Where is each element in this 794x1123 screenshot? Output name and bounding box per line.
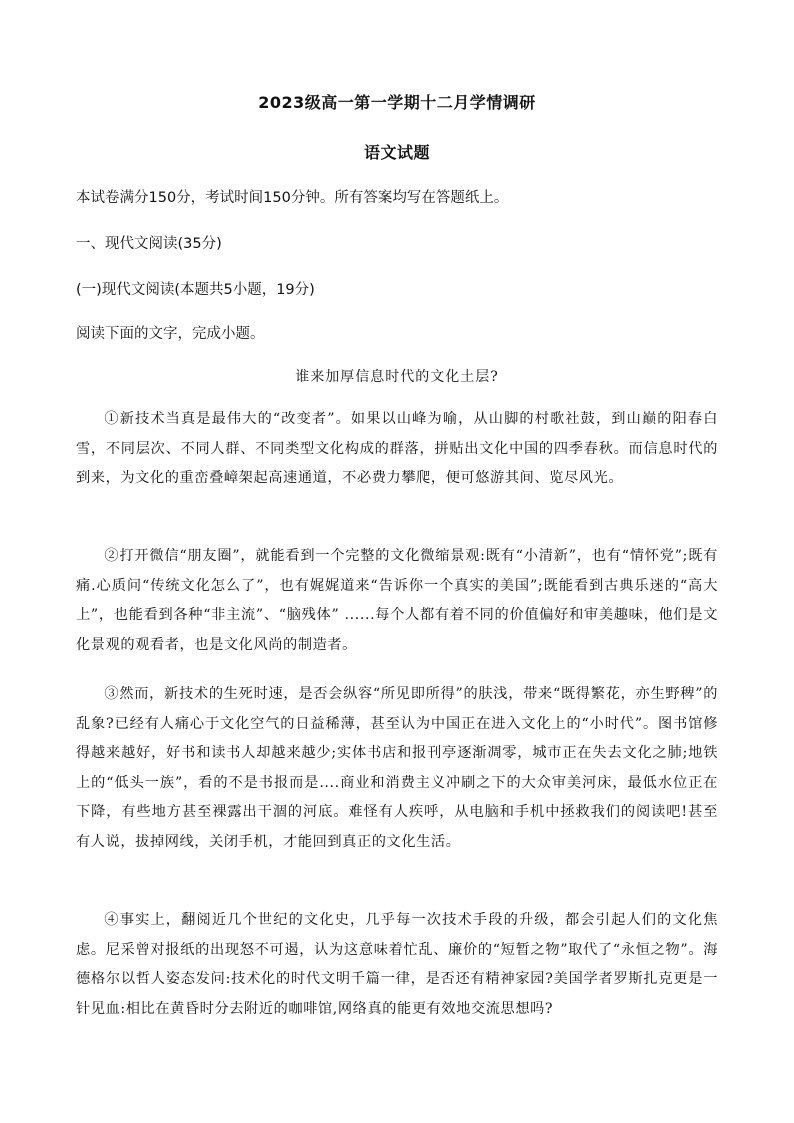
article-paragraph-2: ②打开微信“朋友圈”，就能看到一个完整的文化微缩景观:既有“小清新”，也有“情怀党”;既有痛.心质问“传统文化怎么了”，也有娓娓道来“告诉你一个真实的美国”;既能看到古典乐迷的“高大上”，也能看到各种“非主流”、“脑残体” ......每个人都有着不同的价值偏好和审美趣味，他们是文化景观的观看者，也是文化风尚的制造者。 xyxy=(76,548,718,653)
subject-title: 语文试题 xyxy=(363,143,430,162)
exam-instructions: 本试卷满分150分，考试时间150分钟。所有答案均写在答题纸上。 xyxy=(76,190,509,206)
article-paragraph-1: ①新技术当真是最伟大的“改变者”。如果以山峰为喻，从山脚的村歌社鼓，到山巅的阳春白雪，不同层次、不同人群、不同类型文化构成的群落，拼贴出文化中国的四季春秋。而信息时代的到来，为文化的重峦叠嶂架起高速通道，不必费力攀爬，便可悠游其间、览尽风光。 xyxy=(76,411,718,486)
article-paragraph-4: ④事实上，翻阅近几个世纪的文化史，几乎每一次技术手段的升级，都会引起人们的文化焦虑。尼采曾对报纸的出现怒不可遏，认为这意味着忙乱、廉价的“短暂之物”取代了“永恒之物”。海德格尔以哲人姿态发问:技术化的时代文明千篇一律，是否还有精神家园?美国学者罗斯扎克更是一针见血:相比在黄昏时分去附近的咖啡馆,网络真的能更有效地交流思想吗? xyxy=(76,912,718,1017)
section-heading: 一、现代文阅读(35分) xyxy=(76,236,222,252)
article-paragraph-3: ③然而，新技术的生死时速，是否会纵容“所见即所得”的肤浅，带来“既得繁花，亦生野稗”的乱象?已经有人痛心于文化空气的日益稀薄，甚至认为中国正在进入文化上的“小时代”。图书馆修得越来越好，好书和读书人却越来越少;实体书店和报刊亭逐渐凋零，城市正在失去文化之肺;地铁上的“低头一族”，看的不是书报而是....商业和消费主义冲刷之下的大众审美河床，最低水位正在下降，有些地方甚至裸露出干涸的河底。难怪有人疾呼，从电脑和手机中拯救我们的阅读吧!甚至有人说，拔掉网线，关闭手机，才能回到真正的文化生活。 xyxy=(76,686,718,850)
article-title: 谁来加厚信息时代的文化土层? xyxy=(295,369,499,385)
reading-prompt: 阅读下面的文字，完成小题。 xyxy=(76,326,265,342)
section-subheading: (一)现代文阅读(本题共5小题，19分) xyxy=(76,282,315,298)
exam-title: 2023级高一第一学期十二月学情调研 xyxy=(258,93,536,112)
